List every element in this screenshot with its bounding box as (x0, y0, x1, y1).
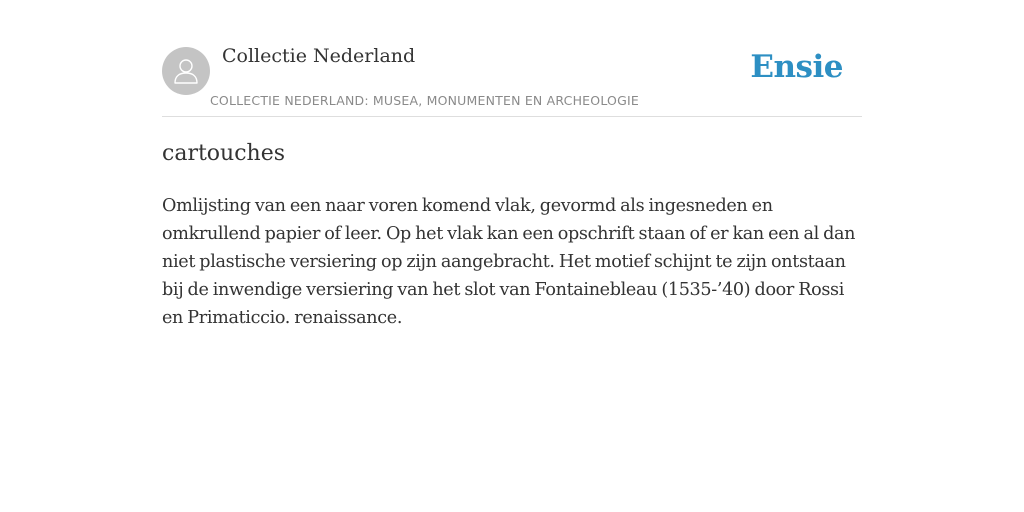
ensie-logo[interactable]: Ensie (750, 49, 843, 85)
entry-title: cartouches (162, 141, 286, 166)
author-name-link[interactable]: Collectie Nederland (222, 45, 416, 67)
entry-body: Omlijsting van een naar voren komend vlak, gevormd als ingesneden en omkrullend papier of leer. Op het vlak kan een opschrift staan of er kan een al dan niet plastische versiering op zijn aangebracht. Het motief schijnt te zijn ontstaan bij de inwendige versiering van het slot van Fontainebleau (1535-’40) door Rossi en Primaticcio. renaissance. (162, 196, 856, 328)
avatar[interactable] (162, 47, 210, 95)
entry-header (162, 0, 862, 117)
source-label[interactable]: COLLECTIE NEDERLAND: MUSEA, MONUMENTEN EN ARCHEOLOGIE (210, 93, 639, 108)
entry-card (162, 0, 862, 328)
user-silhouette-icon (162, 47, 210, 95)
